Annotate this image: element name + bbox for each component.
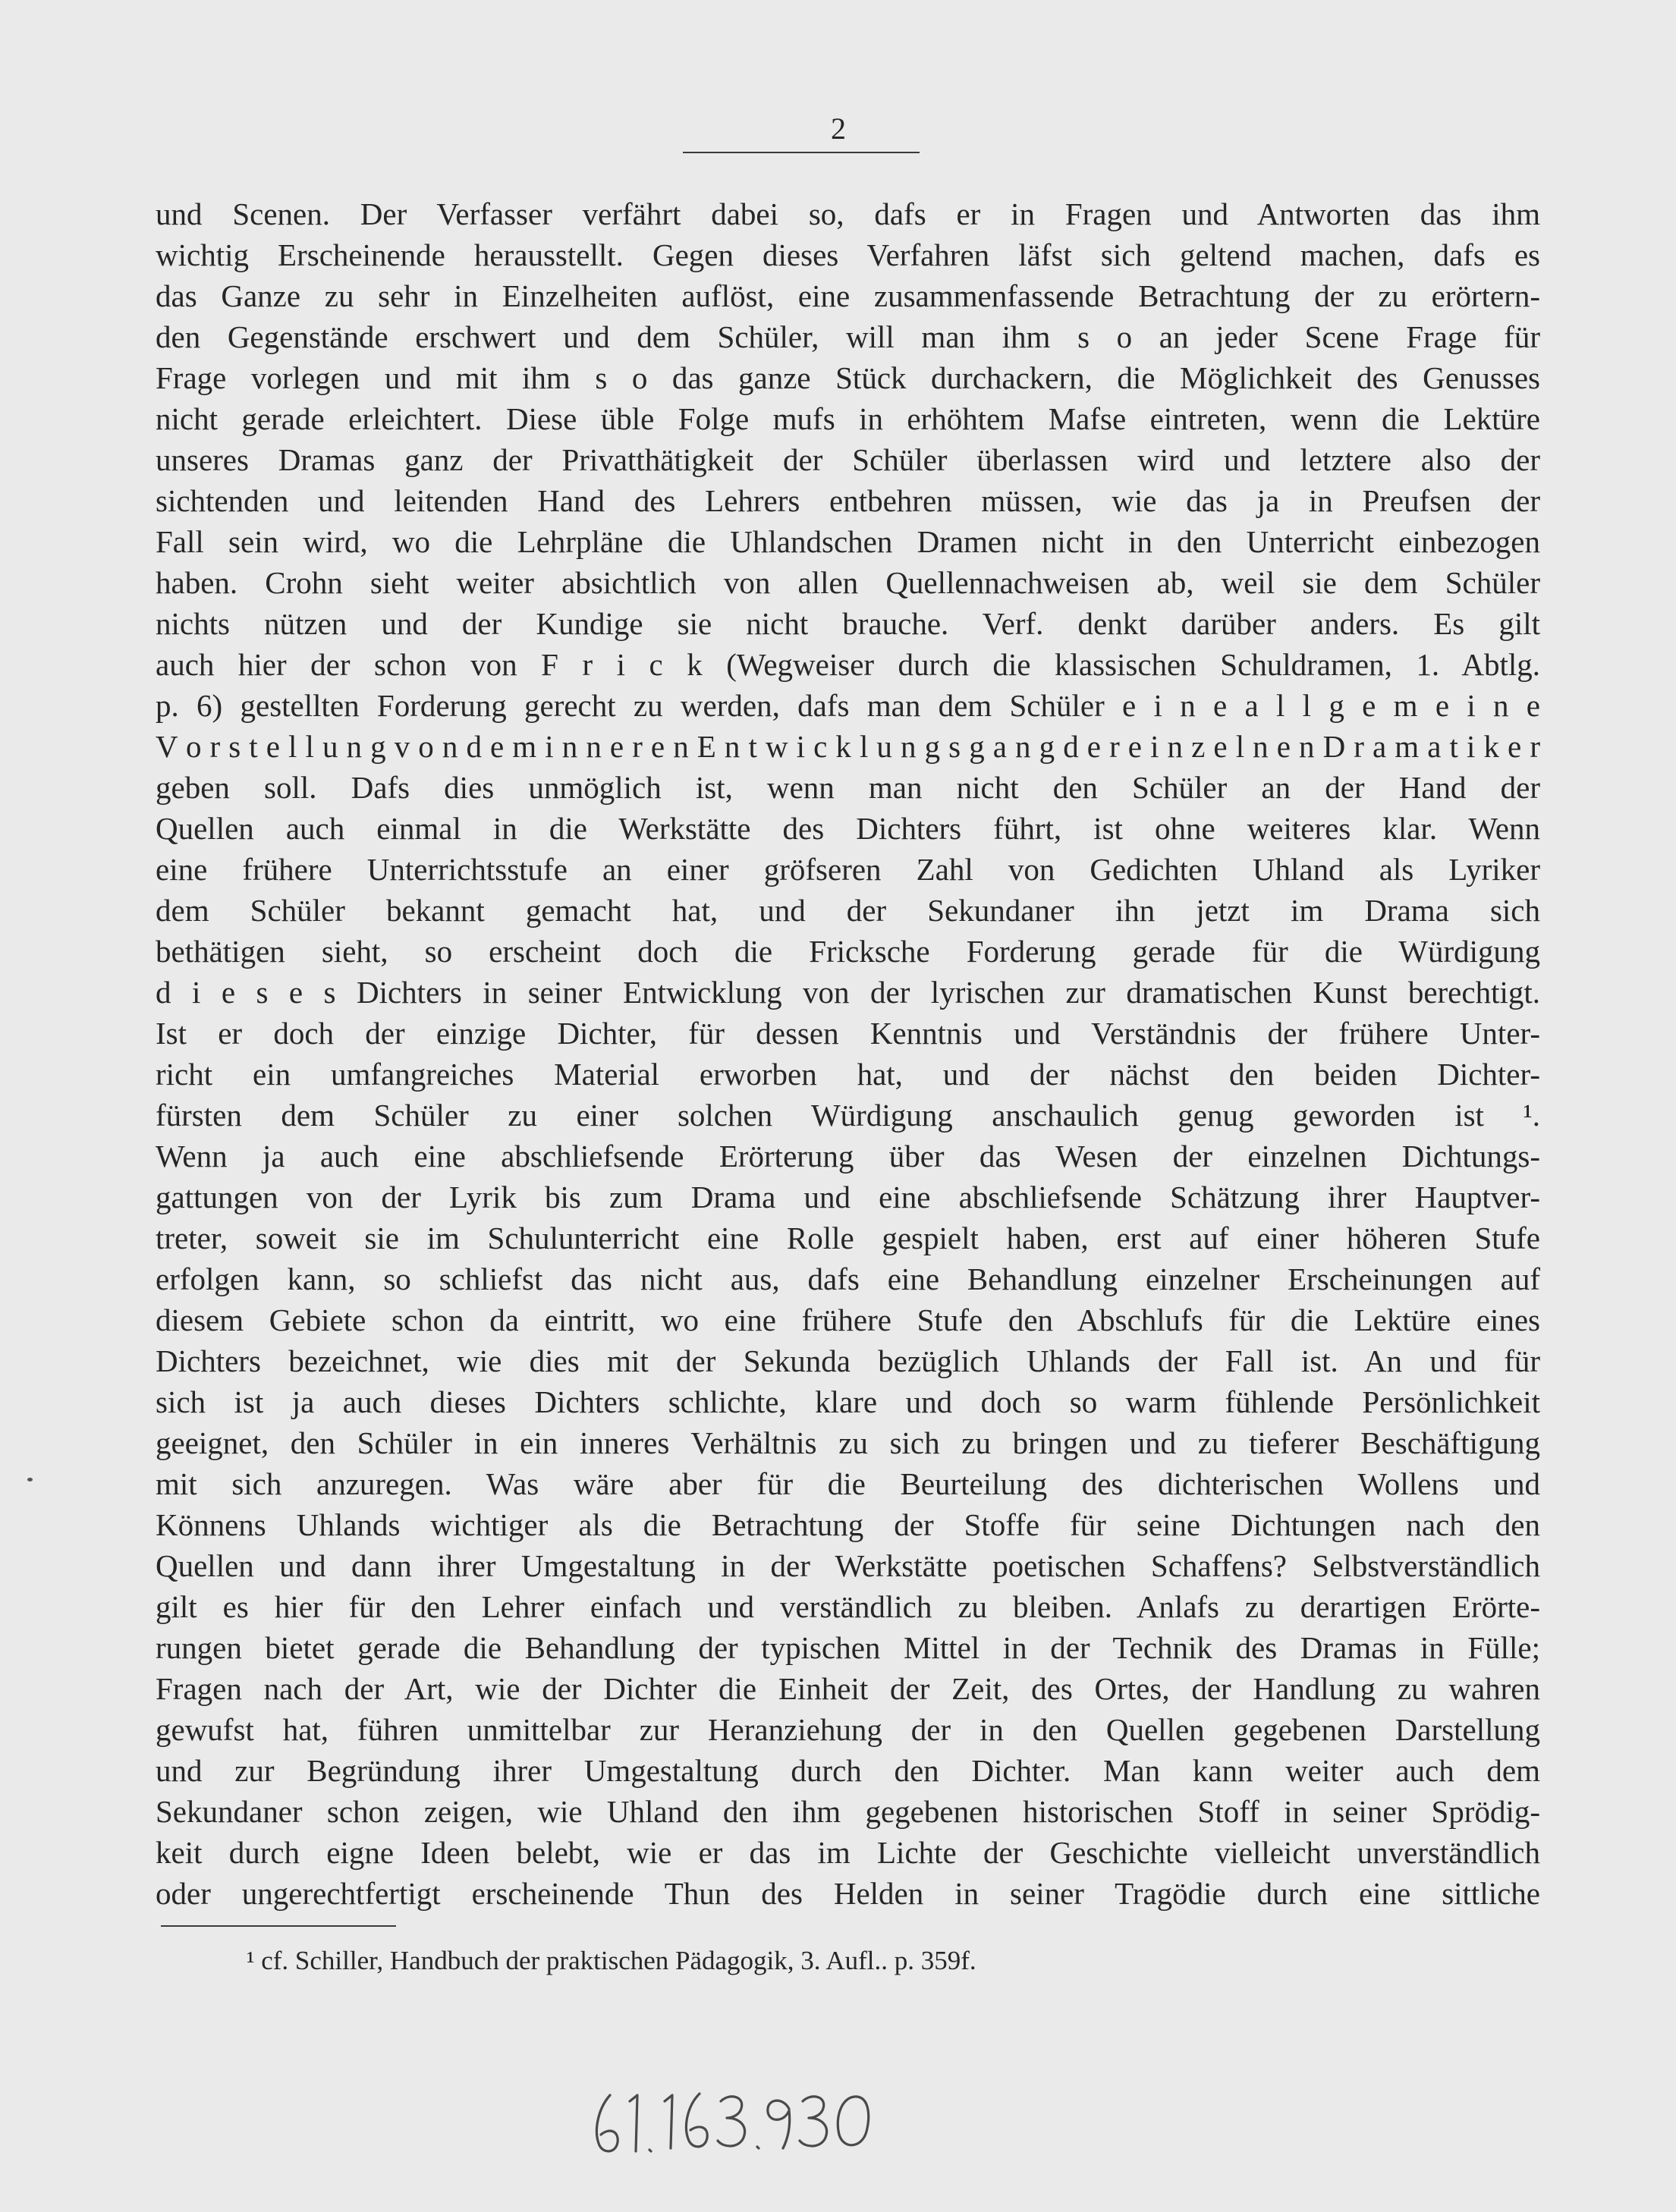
- text-line-9: Fall sein wird, wo die Lehrpläne die Uhlandschen Dramen nicht in den Unterricht einbezogen: [156, 524, 1540, 559]
- text-line-25: gattungen von der Lyrik bis zum Drama und eine abschliefsende Schätzung ihrer Hauptver-: [156, 1180, 1540, 1214]
- text-line-39: und zur Begründung ihrer Umgestaltung durch den Dichter. Man kann weiter auch dem: [156, 1753, 1540, 1788]
- text-line-29: Dichters bezeichnet, wie dies mit der Sekunda bezüglich Uhlands der Fall ist. An und für: [156, 1343, 1540, 1378]
- text-line-36: rungen bietet gerade die Behandlung der typischen Mittel in der Technik des Dramas in Fülle;: [156, 1630, 1540, 1665]
- text-line-21: Ist er doch der einzige Dichter, für dessen Kenntnis und Verständnis der frühere Unter-: [156, 1016, 1540, 1051]
- text-line-12: auch hier der schon von F r i c k (Wegweiser durch die klassischen Schuldramen, 1. Abtlg.: [156, 647, 1540, 682]
- text-line-16: Quellen auch einmal in die Werkstätte des Dichters führt, ist ohne weiteres klar. Wenn: [156, 811, 1540, 846]
- text-line-14: V o r s t e l l u n g v o n d e m i n n e r e n E n t w i c k l u n g s g a n g d e r e i n z e l n e n D r a m a t i k e r: [156, 729, 1540, 764]
- body-text: [156, 193, 1540, 1914]
- text-line-1: und Scenen. Der Verfasser verfährt dabei so, dafs er in Fragen und Antworten das ihm: [156, 196, 1540, 231]
- text-line-34: Quellen und dann ihrer Umgestaltung in der Werkstätte poetischen Schaffens? Selbstverständlich: [156, 1548, 1540, 1583]
- handwritten-number-drawing: [584, 2078, 888, 2162]
- text-line-8: sichtenden und leitenden Hand des Lehrers entbehren müssen, wie das ja in Preufsen der: [156, 483, 1540, 518]
- text-line-5: Frage vorlegen und mit ihm s o das ganze Stück durchackern, die Möglichkeit des Genusses: [156, 360, 1540, 395]
- text-line-15: geben soll. Dafs dies unmöglich ist, wenn man nicht den Schüler an der Hand der: [156, 770, 1540, 805]
- text-line-42: oder ungerechtfertigt erscheinende Thun des Helden in seiner Tragödie durch eine sittliche: [156, 1876, 1540, 1911]
- text-line-2: wichtig Erscheinende herausstellt. Gegen dieses Verfahren läfst sich geltend machen, dafs es: [156, 237, 1540, 272]
- paper-speck: [27, 1478, 33, 1481]
- footnote: ¹ cf. Schiller, Handbuch der praktischen Pädagogik, 3. Aufl.. p. 359f.: [247, 1946, 976, 1975]
- text-line-41: keit durch eigne Ideen belebt, wie er das im Lichte der Geschichte vielleicht unverständlich: [156, 1835, 1540, 1870]
- footnote-rule: [161, 1925, 396, 1927]
- text-line-11: nichts nützen und der Kundige sie nicht brauche. Verf. denkt darüber anders. Es gilt: [156, 606, 1540, 641]
- text-line-6: nicht gerade erleichtert. Diese üble Folge mufs in erhöhtem Mafse eintreten, wenn die Lektüre: [156, 401, 1540, 436]
- text-line-30: sich ist ja auch dieses Dichters schlichte, klare und doch so warm fühlende Persönlichkeit: [156, 1384, 1540, 1419]
- text-line-17: eine frühere Unterrichtsstufe an einer gröfseren Zahl von Gedichten Uhland als Lyriker: [156, 852, 1540, 887]
- text-line-40: Sekundaner schon zeigen, wie Uhland den ihm gegebenen historischen Stoff in seiner Sprödig-: [156, 1794, 1540, 1829]
- text-line-32: mit sich anzuregen. Was wäre aber für die Beurteilung des dichterischen Wollens und: [156, 1466, 1540, 1501]
- text-line-28: diesem Gebiete schon da eintritt, wo eine frühere Stufe den Abschlufs für die Lektüre eines: [156, 1302, 1540, 1337]
- text-line-10: haben. Crohn sieht weiter absichtlich von allen Quellennachweisen ab, weil sie dem Schüler: [156, 565, 1540, 600]
- text-line-37: Fragen nach der Art, wie der Dichter die Einheit der Zeit, des Ortes, der Handlung zu wahren: [156, 1671, 1540, 1706]
- text-line-24: Wenn ja auch eine abschliefsende Erörterung über das Wesen der einzelnen Dichtungs-: [156, 1139, 1540, 1174]
- text-line-18: dem Schüler bekannt gemacht hat, und der Sekundaner ihn jetzt im Drama sich: [156, 893, 1540, 928]
- text-line-31: geeignet, den Schüler in ein inneres Verhältnis zu sich zu bringen und zu tieferer Beschäftigung: [156, 1425, 1540, 1460]
- text-line-38: gewufst hat, führen unmittelbar zur Heranziehung der in den Quellen gegebenen Darstellung: [156, 1712, 1540, 1747]
- text-line-33: Könnens Uhlands wichtiger als die Betrachtung der Stoffe für seine Dichtungen nach den: [156, 1507, 1540, 1542]
- handwritten-inventory-number: [584, 2078, 888, 2162]
- text-line-27: erfolgen kann, so schliefst das nicht aus, dafs eine Behandlung einzelner Erscheinungen auf: [156, 1262, 1540, 1296]
- text-line-7: unseres Dramas ganz der Privatthätigkeit der Schüler überlassen wird und letztere also der: [156, 442, 1540, 477]
- text-line-26: treter, soweit sie im Schulunterricht eine Rolle gespielt haben, erst auf einer höheren Stufe: [156, 1221, 1540, 1255]
- text-line-35: gilt es hier für den Lehrer einfach und verständlich zu bleiben. Anlafs zu derartigen Erörte-: [156, 1589, 1540, 1624]
- text-line-20: d i e s e s Dichters in seiner Entwicklung von der lyrischen zur dramatischen Kunst berechtigt.: [156, 975, 1540, 1010]
- page-number: 2: [831, 112, 846, 146]
- text-line-19: bethätigen sieht, so erscheint doch die Fricksche Forderung gerade für die Würdigung: [156, 934, 1540, 969]
- text-line-13: p. 6) gestellten Forderung gerecht zu werden, dafs man dem Schüler e i n e a l l g e m e i n e: [156, 688, 1540, 723]
- text-line-23: fürsten dem Schüler zu einer solchen Würdigung anschaulich genug geworden ist ¹.: [156, 1098, 1540, 1133]
- text-line-22: richt ein umfangreiches Material erworben hat, und der nächst den beiden Dichter-: [156, 1057, 1540, 1092]
- header-rule: [683, 152, 920, 153]
- text-line-4: den Gegenstände erschwert und dem Schüler, will man ihm s o an jeder Scene Frage für: [156, 319, 1540, 354]
- text-line-3: das Ganze zu sehr in Einzelheiten auflöst, eine zusammenfassende Betrachtung der zu erörtern-: [156, 278, 1540, 313]
